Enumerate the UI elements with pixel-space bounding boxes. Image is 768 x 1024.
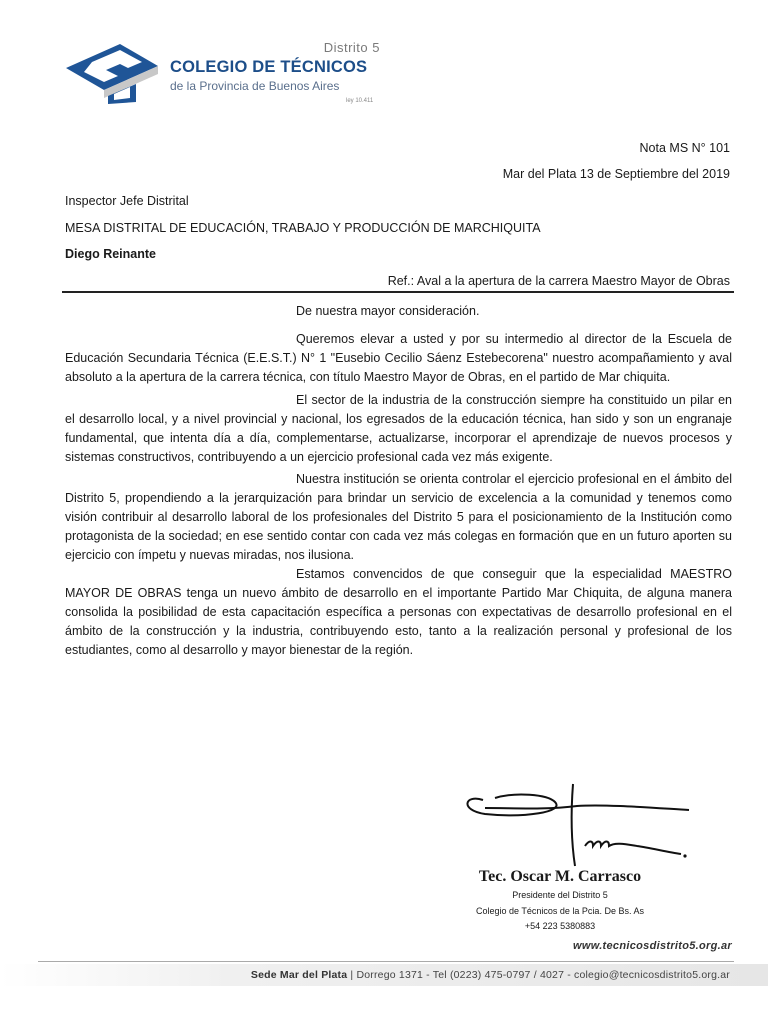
recipient-name: Diego Reinante [65, 247, 156, 261]
body-paragraph: Queremos elevar a usted y por su intermedio al director de la Escuela de Educación Secundaria Técnica (E.E.S.T.) N° 1 "Eusebio Cecilio Sáenz Estebecorena" nuestro acompañamiento y aval absoluto a la apertura de la carrera técnica, con título Maestro Mayor de Obras, en el partido de Mar chiquita. [65, 332, 732, 384]
recipient-title: Inspector Jefe Distrital [65, 194, 189, 208]
signatory-role: Presidente del Distrito 5 [512, 890, 608, 900]
district-label: Distrito 5 [323, 40, 380, 55]
footer-sede: Sede Mar del Plata [250, 969, 348, 981]
reference-line: Ref.: Aval a la apertura de la carrera Maestro Mayor de Obras [387, 274, 730, 288]
law-label: ley 10.411 [346, 98, 374, 104]
reference-divider [62, 291, 734, 293]
body-paragraph: Nuestra institución se orienta controlar el ejercicio profesional en el ámbito del Distrito 5, propendiendo a la jerarquización para brindar un servicio de excelencia a la comunidad y tenemos como visión contribuir al desarrollo laboral de los profesionales del Distrito 5 para el posicionamiento de la Institución como protagonista de la sociedad; en ese sentido contar con cada vez más colegas en formación que en un futuro aporten su ejercicio con ímpetu y nuevas miradas, nos ilusiona. [65, 472, 732, 562]
footer-contact: | Dorrego 1371 - Tel (0223) 475-0797 / 4027 - colegio@tecnicosdistrito5.org.ar [347, 969, 730, 981]
signatory-organization: Colegio de Técnicos de la Pcia. De Bs. As [476, 906, 644, 916]
colegio-logo-icon [62, 40, 162, 106]
footer-divider [38, 961, 734, 962]
handwritten-signature [455, 780, 695, 875]
note-number: Nota MS N° 101 [639, 141, 730, 155]
signatory-phone: +54 223 5380883 [524, 921, 596, 931]
signatory-name: Tec. Oscar M. Carrasco [478, 868, 642, 885]
recipient-office: MESA DISTRITAL DE EDUCACIÓN, TRABAJO Y PRODUCCIÓN DE MARCHIQUITA [65, 221, 541, 235]
body-paragraph: El sector de la industria de la construcción siempre ha constituido un pilar en el desarrollo local, y a nivel provincial y nacional, los egresados de la educación técnica, han sido y son un engranaje fundamental, que intenta día a día, complementarse, actualizarse, incorporar el aprendizaje de nuevos procesos y sistemas constructivos, contribuyendo a un ejercicio profesional cada vez más exigente. [65, 393, 732, 464]
body-paragraph: Estamos convencidos de que conseguir que la especialidad MAESTRO MAYOR DE OBRAS tenga un nuevo ámbito de desarrollo en el importante Partido Mar Chiquita, de alguna manera consolida la posibilidad de esta capacitación específica a personas con expectativas de desarrollo profesional en el ámbito de la construcción y la industria, contribuyendo esto, tanto a la realización personal y profesional de los estudiantes, como al desarrollo y mayor bienestar de la región. [65, 567, 732, 657]
website-link[interactable]: www.tecnicosdistrito5.org.ar [573, 940, 732, 952]
brand-title: COLEGIO DE TÉCNICOS [170, 58, 368, 76]
body-paragraph: De nuestra mayor consideración. [296, 304, 480, 318]
brand-subtitle: de la Provincia de Buenos Aires [170, 79, 340, 93]
footer-address [251, 969, 730, 981]
letter-date: Mar del Plata 13 de Septiembre del 2019 [502, 167, 730, 181]
